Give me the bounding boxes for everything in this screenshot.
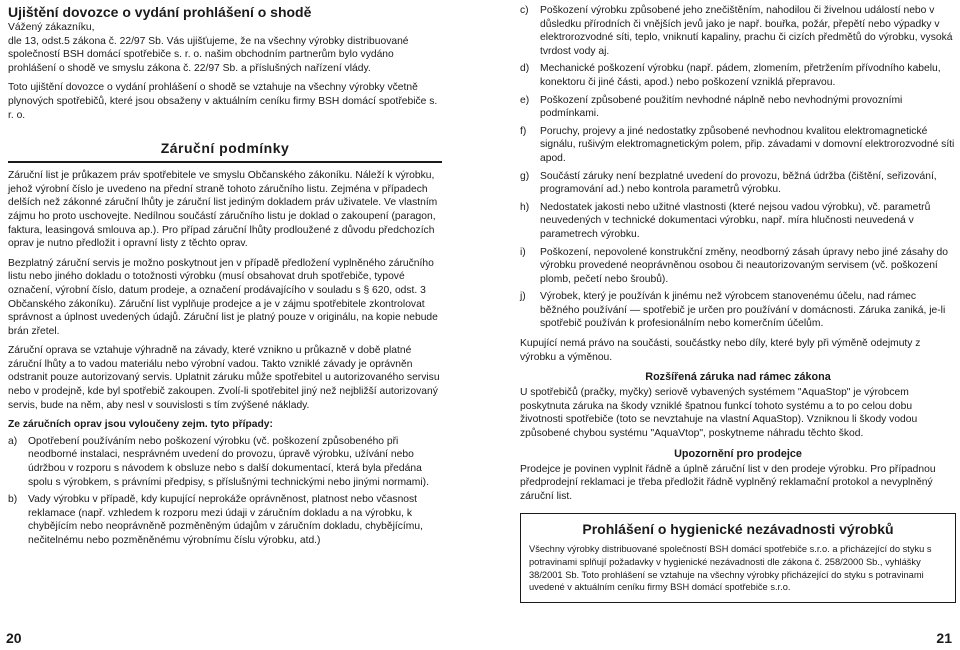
list-item [520,290,956,331]
list-item-text: Výrobek, který je používán k jinému než výrobcem stanovenému účelu, nad rámec běžného používání — spotřebič je určen pro používání v domácnosti. Záruka zaniká, je-li spotřebič používán k profesionálním nebo komerčním účelům. [540,291,946,330]
list-item-text: Poruchy, projevy a jiné nedostatky způsobené nevhodnou kvalitou elektromagnetické signálu, rušivým elektromagnetickým polem, přip. závadami v domovní elektrorozvodné síti apod. [540,125,955,164]
list-item [520,201,956,242]
list-item [520,4,956,58]
page-number-left: 20 [6,630,22,646]
warranty-section-title: Záruční podmínky [8,136,442,163]
hygiene-declaration-text: Všechny výrobky distribuované společností BSH domácí spotřebiče s.r.o. a přicházející do styku s potravinami splňují požadavky v hygienické nezávadnosti dle zákona č. 258/2000 Sb., vyhlášky 38/2001 Sb. Toto prohlášení se vztahuje na všechny výrobky přicházející do styku s potravinami uvedené v aktuálním ceníku firmy BSH domácí spotřebiče s.r.o. [529,544,932,593]
list-item-label: i) [520,246,526,258]
list-item-text: Vady výrobku v případě, kdy kupující neprokáže oprávněnost, platnost nebo včasnost reklamace (např. vzhledem k rozporu mezi údaji v záručním dokladu a na výrobku, k chybějícím nebo neoprávněně pozměněným údajům v záručním dokladu, chybějícímu, nečitelnému nebo pozměněnému výrobnímu číslu výrobku, atd.) [28,494,423,546]
list-item-label: e) [520,94,530,106]
list-item-text: Nedostatek jakosti nebo užitné vlastnosti (které nejsou vadou výrobku), vč. parametrů neuvedených v technické dokumentaci výrobku, např. míra hlučnosti neuvedená v parametrech výrobku. [540,201,931,240]
list-item [520,125,956,166]
extended-warranty-text: U spotřebičů (pračky, myčky) seriově vybavených systémem "AquaStop" je výrobcem poskytnuta záruka na škody vzniklé špatnou funkcí tohoto systému a to po celou dobu životnosti spotřebiče (toto se nevztahuje na vlastní AquaStop). Vzniknou li škody vodou způsobené chybou systému "AquaVtop", poskytneme náhradu těchto škod. [520,387,918,440]
list-item-label: g) [520,170,530,182]
list-item-text: Součástí záruky není bezplatné uvedení do provozu, běžná údržba (čištění, seřizování, programování ad.) nebo kontrola parametrů výrobku. [540,170,937,196]
list-item-label: b) [8,494,18,506]
list-item-label: c) [520,5,529,16]
page-heading: Ujištění dovozce o vydání prohlášení o shodě [8,4,312,20]
page-number-right: 21 [936,630,952,646]
list-item-label: d) [520,63,530,75]
seller-notice-text: Prodejce je povinen vyplnit řádně a úplně záruční list v den prodeje výrobku. Pro případnou předprodejní reklamaci je třeba předložit řádně vyplněný reklamační protokol a nevyplněný záruční list. [520,463,936,502]
greeting: Vážený zákazníku, [8,22,95,33]
list-item-text: Poškození, nepovolené konstrukční změny, neodborný zásah úpravy nebo jiné zásahy do výrobku provedené neoprávněnou osobou či neautorizovaným servisem (vč. poškození plomb, pečetí nebo šroubů). [540,246,948,285]
list-item-label: a) [8,435,18,447]
hygiene-declaration-box [520,513,956,602]
list-item [520,246,956,287]
assurance-paragraph: Toto ujištění dovozce o vydání prohlášení o shodě se vztahuje na všechny výrobky včetně plynových spotřebičů, které jsou obsaženy v aktuálním ceníku firmy BSH domácí spotřebiče s. r. o. [8,82,438,121]
seller-notice-title: Upozornění pro prodejce [674,447,802,460]
left-page [8,4,442,552]
warranty-paragraph-3: Záruční oprava se vztahuje výhradně na závady, které vznikno u průkazně v době platné záruční lhůty a to vadou materiálu nebo výrobní vadou. Takto vzniklé závady je oprávněn odstranit pouze autorizovaný servis. Uplatnit záruku může spotřebitel u autorizovaného servisu nebo v prodejně, kde byl spotřebič zakoupen. Zvolí-li spotřebitel jiný než nejbližší autorizovaný servis, bude na něm, aby nesl v souvislosti s tím zvýšené náklady. [8,345,440,411]
list-item [8,435,442,489]
extended-warranty-title: Rozšířená záruka nad rámec zákona [645,371,831,384]
list-item [520,62,956,89]
exclusions-heading: Ze záručních oprav jsou vyloučeny zejm. tyto případy: [8,419,273,431]
list-item [8,493,442,547]
list-item-text: Poškození způsobené použitím nevhodné náplně nebo nevhodnými provozními podmínkami. [540,94,903,120]
hygiene-declaration-title: Prohlášení o hygienické nezávadnosti výrobků [582,521,894,538]
list-item-label: h) [520,201,530,213]
list-item-text: Mechanické poškození výrobku (např. pádem, zlomením, přetržením přívodního kabelu, konektoru či jiné části, apod.) nebo poškození vzniklá přepravou. [540,63,941,88]
list-item-text: Opotřebení používáním nebo poškození výrobku (vč. poškození způsobeného při neodborné instalaci, nesprávném uvedení do provozu, úpravě výrobku, užívání nebo údržbou v rozporu s návodem k obsluze nebo s další dokumentací, která byla předána spolu s výrobkem, s právními předpisy, s příslušnými technickými nebo jinými normami). [28,435,429,488]
warranty-paragraph-2: Bezplatný záruční servis je možno poskytnout jen v případě předložení vyplněného záručního listu nebo jiného dokladu o totožnosti výrobku (musí obsahovat druh spotřebiče, typové označení, výrobní číslo, datum prodeje, a označení prodávajícího v souladu s § 620, odst. 3 Občanského zákoníku). Záruční list vyplňuje prodejce a je v zájmu spotřebitele zkontrolovat správnost a úplnost uvedených údajů. Záruční list je platný pouze v originálu, na kopie nebude brán zřetel. [8,257,438,337]
list-item-label: j) [520,291,526,303]
list-item [520,170,956,197]
rights-note: Kupující nemá právo na součásti, součástky nebo díly, které byly při výměně odejmuty z výrobku a výměnou. [520,338,921,363]
list-item-text: Poškození výrobku způsobené jeho znečištěním, nahodilou či živelnou událostí nebo v důsledku přírodních či vnějších jevů jako je např. bouřka, požár, přepětí nebo výpadky v elektrorozvodné síti, teplo, vniknutí kapaliny, prachu či cizích předmětů do výrobku, vysoká tvrdost vody aj. [540,5,953,57]
right-page [520,4,956,603]
list-item [520,94,956,121]
intro-paragraph: dle 13, odst.5 zákona č. 22/97 Sb. Vás ujišťujeme, že na všechny výrobky distribuované společností BSH domácí spotřebiče s. r. o. našim obchodním partnerům bylo vydáno prohlášení o shodě ve smyslu zákona č. 22/97 Sb. a příslušných nařízení vlády. [8,35,409,74]
warranty-paragraph-1: Záruční list je průkazem práv spotřebitele ve smyslu Občanského zákoníku. Náleží k výrobku, jehož výrobní číslo je uvedeno na přední straně tohoto záručního listu. Zejména v případech delších než zákonné záruční lhůty je záruční list jediným dokladem práv uživatele. Ve vlastním zájmu ho proto uschovejte. Nedílnou součástí záručního listu je doklad o zakoupení (paragon, faktura, leasingová smlouva ap.). Pro případ záruční lhůty prodloužené z důvodu předchozích oprav je nutno předložit i opravní listy z těchto oprav. [8,170,438,250]
list-item-label: f) [520,125,527,137]
